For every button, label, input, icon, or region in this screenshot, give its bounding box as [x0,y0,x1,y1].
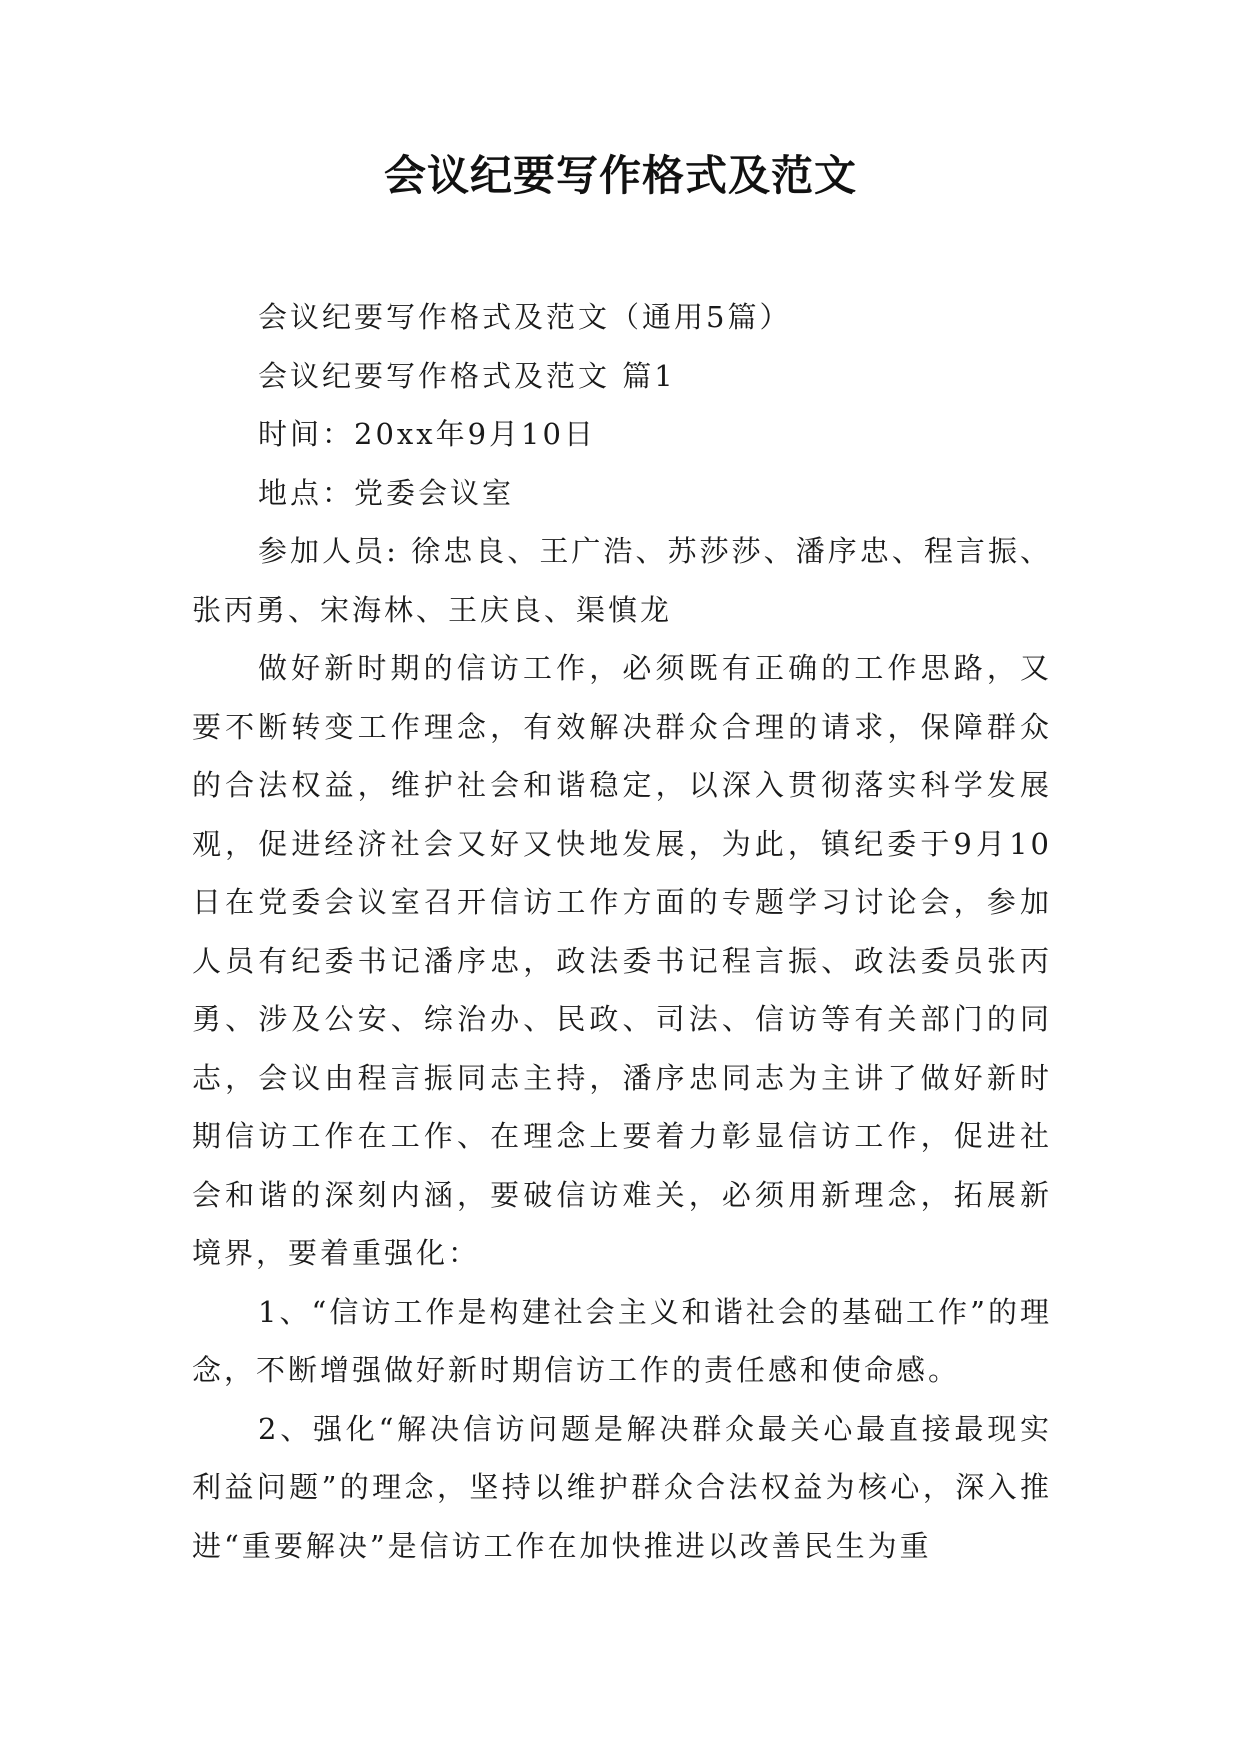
paragraph-point-2: 2、强化“解决信访问题是解决群众最关心最直接最现实利益问题”的理念，坚持以维护群众合法权益为核心，深入推进“重要解决”是信访工作在加快推进以改善民生为重 [192,1411,1052,1563]
document-title: 会议纪要写作格式及范文 [383,151,857,200]
paragraph-meeting-time: 时间：20xx年9月10日 [258,417,596,451]
document-body [192,288,1052,1575]
paragraph-section-heading: 会议纪要写作格式及范文 篇1 [258,358,676,393]
paragraph-meeting-location: 地点：党委会议室 [258,475,515,510]
paragraph-attendees: 参加人员: 徐忠良、王广浩、苏莎莎、潘序忠、程言振、张丙勇、宋海林、王庆良、渠慎龙 [192,534,1052,627]
paragraph-main-body: 做好新时期的信访工作，必须既有正确的工作思路，又要不断转变工作理念，有效解决群众合理的请求，保障群众的合法权益，维护社会和谐稳定，以深入贯彻落实科学发展观，促进经济社会又好又快地发展，为此，镇纪委于9月10日在党委会议室召开信访工作方面的专题学习讨论会，参加人员有纪委书记潘序忠，政法委书记程言振、政法委员张丙勇、涉及公安、综治办、民政、司法、信访等有关部门的同志，会议由程言振同志主持，潘序忠同志为主讲了做好新时期信访工作在工作、在理念上要着力彰显信访工作，促进社会和谐的深刻内涵，要破信访难关，必须用新理念，拓展新境界，要着重强化： [192,651,1052,1270]
paragraph-subtitle: 会议纪要写作格式及范文（通用5篇） [258,300,792,334]
paragraph-point-1: 1、“信访工作是构建社会主义和谐社会的基础工作”的理念，不断增强做好新时期信访工作的责任感和使命感。 [192,1294,1052,1387]
